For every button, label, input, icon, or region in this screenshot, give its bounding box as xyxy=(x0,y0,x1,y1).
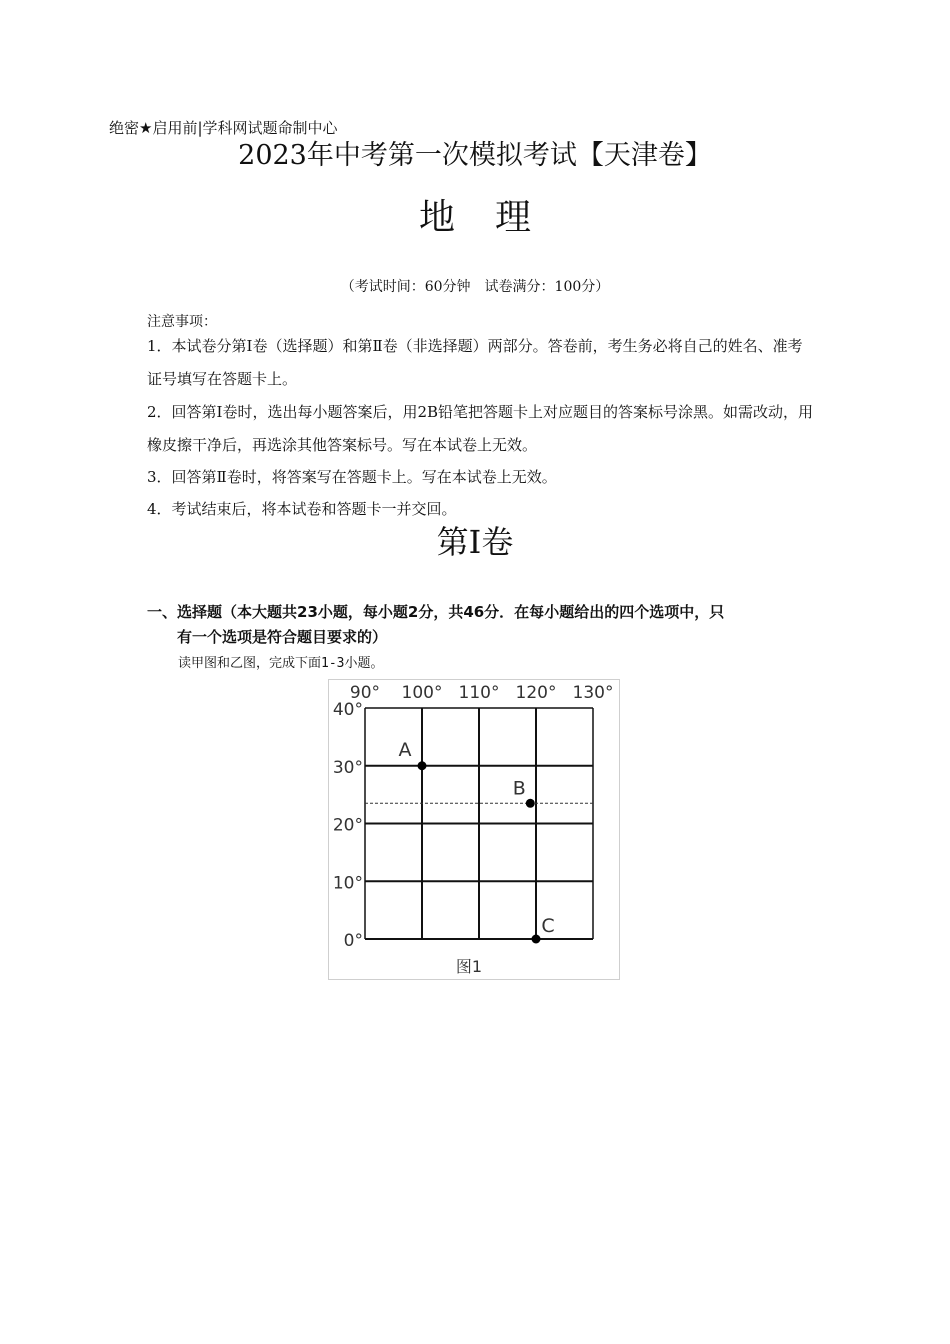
section-heading-line2: 有一个选项是符合题目要求的） xyxy=(177,628,388,646)
latitude-tick-label: 0° xyxy=(343,931,363,951)
note-item: 1．本试卷分第Ⅰ卷（选择题）和第Ⅱ卷（非选择题）两部分。答卷前，考生务必将自己的姓名、准考证号填写在答题卡上。 xyxy=(147,337,803,388)
confidential-label: 绝密★启用前|学科网试题命制中心 xyxy=(109,119,338,137)
exam-title: 2023年中考第一次模拟考试【天津卷】 xyxy=(238,140,712,171)
longitude-tick-label: 90° xyxy=(349,683,381,703)
point-label: B xyxy=(512,777,526,800)
subject-title: 地理 xyxy=(418,197,571,238)
section-heading-line1: 一、选择题（本大题共23小题，每小题2分，共46分．在每小题给出的四个选项中，只 xyxy=(147,603,725,621)
latitude-tick-label: 30° xyxy=(332,757,363,778)
exam-info: （考试时间：60分钟 试卷满分：100分） xyxy=(340,279,610,295)
section-heading xyxy=(147,600,827,650)
note-item: 4．考试结束后，将本试卷和答题卡一并交回。 xyxy=(147,500,457,518)
longitude-tick-label: 100° xyxy=(401,683,443,703)
point-label: C xyxy=(541,915,555,937)
latitude-tick-label: 10° xyxy=(332,873,363,894)
latitude-tick-label: 20° xyxy=(332,815,363,836)
point-marker xyxy=(532,935,541,944)
longitude-tick-label: 110° xyxy=(458,683,500,703)
figure-frame xyxy=(328,679,620,980)
note-item: 3．回答第Ⅱ卷时，将答案写在答题卡上。写在本试卷上无效。 xyxy=(147,468,557,486)
note-item: 2．回答第Ⅰ卷时，选出每小题答案后，用2B铅笔把答题卡上对应题目的答案标号涂黑。如需改动，用橡皮擦干净后，再选涂其他答案标号。写在本试卷上无效。 xyxy=(147,403,814,454)
point-label: A xyxy=(398,738,412,761)
longitude-tick-label: 120° xyxy=(515,683,557,703)
point-marker xyxy=(526,799,535,808)
lat-lon-grid-figure xyxy=(329,680,619,979)
latitude-tick-label: 40° xyxy=(332,700,363,720)
figure-caption: 图1 xyxy=(455,957,483,976)
longitude-tick-label: 130° xyxy=(572,683,614,703)
notes-heading: 注意事项： xyxy=(147,314,217,330)
question-intro: 读甲图和乙图，完成下面1-3小题。 xyxy=(178,656,384,671)
volume-title: 第Ⅰ卷 xyxy=(436,523,514,561)
point-marker xyxy=(418,761,427,770)
